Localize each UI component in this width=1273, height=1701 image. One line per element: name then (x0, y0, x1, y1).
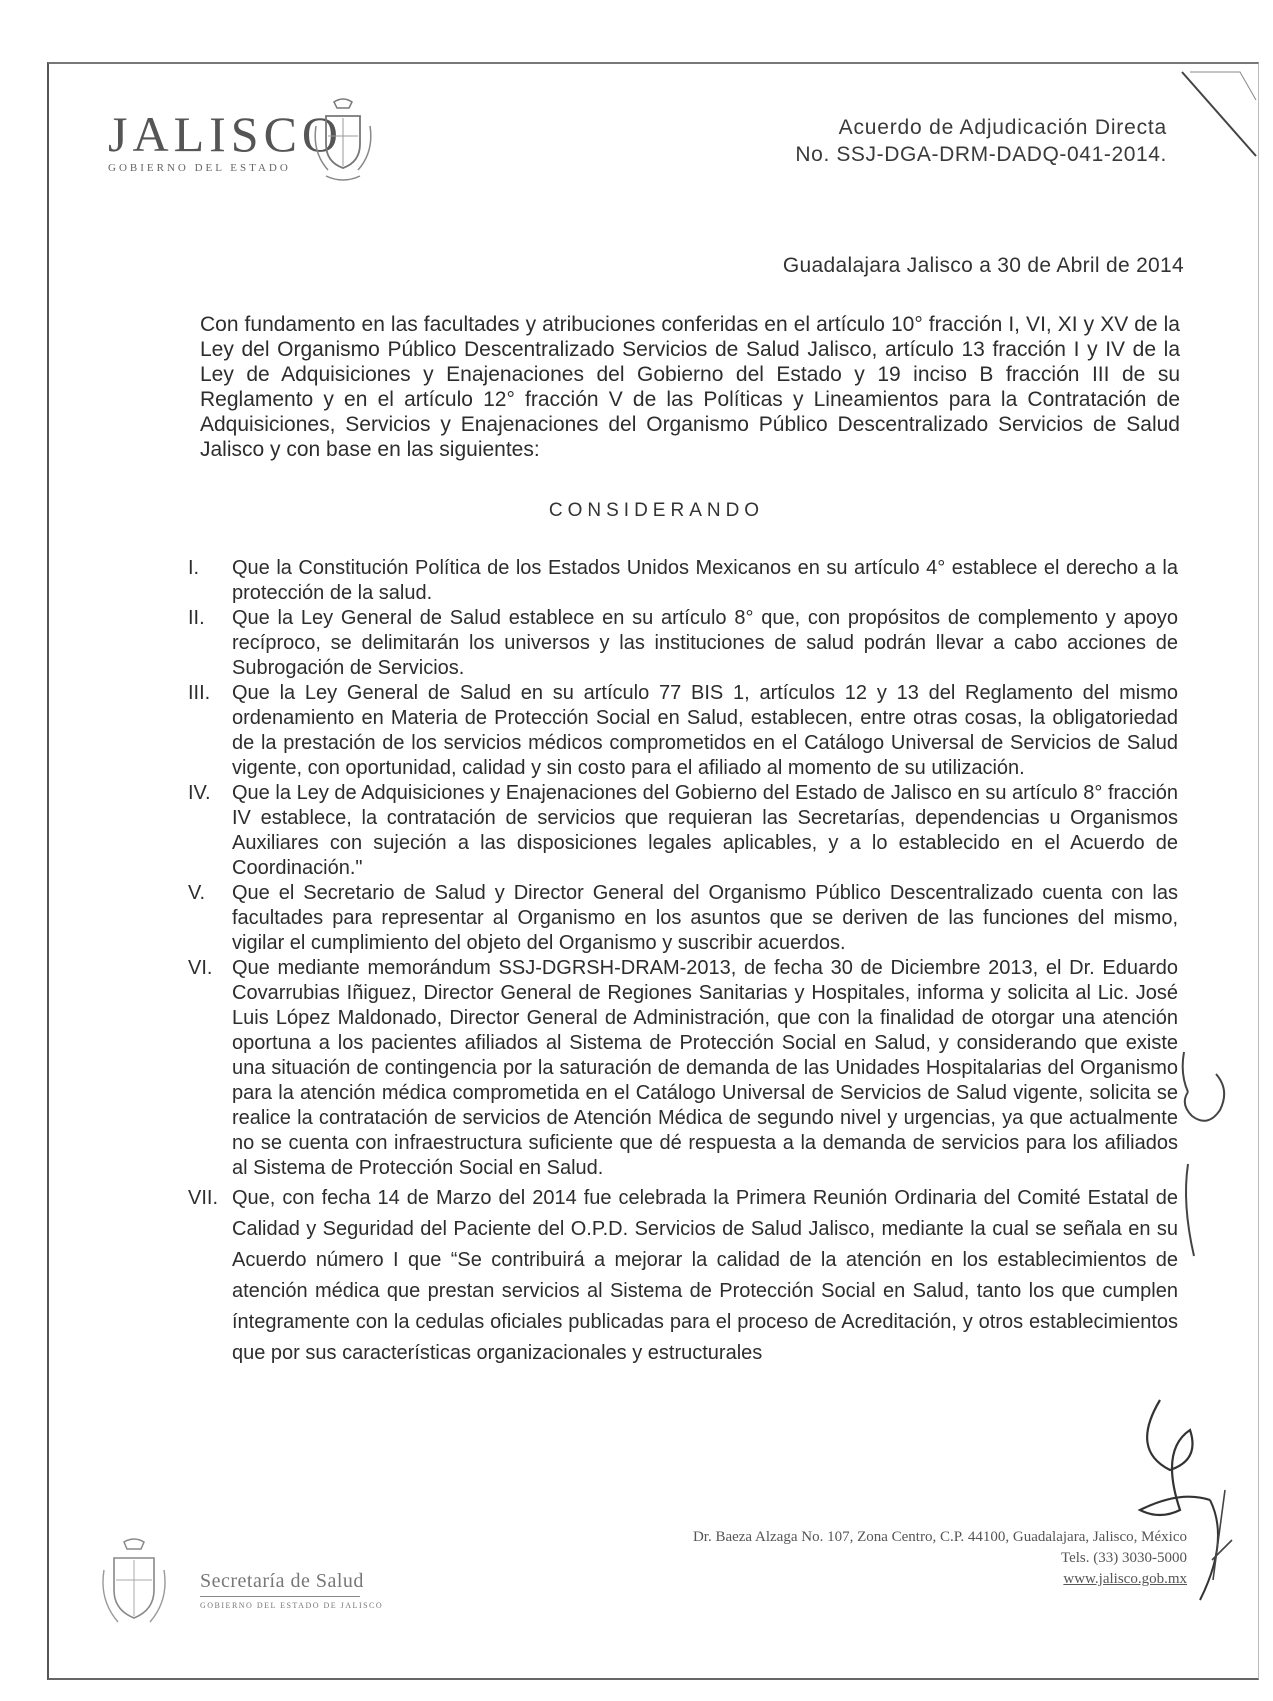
agreement-reference (795, 114, 1167, 168)
intro-paragraph: Con fundamento en las facultades y atribuciones conferidas en el artículo 10° fracción I, VI, XI y XV de la Ley del Organismo Público Descentralizado Servicios de Salud Jalisco, artículo 13 fracción I y IV de la Ley de Adquisiciones y Enajenaciones del Gobierno del Estado y 19 inciso B fracción III de su Reglamento y en el artículo 12° fracción V de las Políticas y Lineamientos para la Contratación de Adquisiciones, Servicios y Enajenaciones del Organismo Público Descentralizado Servicios de Salud Jalisco y con base en las siguientes: (200, 313, 1180, 461)
phone-line: Tels. (33) 3030-5000 (1060, 1550, 1187, 1566)
secretaria-crest-icon (98, 1536, 170, 1636)
item-text: Que la Ley General de Salud establece en su artículo 8° que, con propósitos de complemento y apoyo recíproco, se delimitarán los universos y las instituciones de salud podrán llevar a cabo acciones de Subrogación de Servicios. (232, 607, 1178, 679)
agreement-title: Acuerdo de Adjudicación Directa (838, 116, 1167, 139)
address-line: Dr. Baeza Alzaga No. 107, Zona Centro, C.P. 44100, Guadalajara, Jalisco, México (692, 1529, 1187, 1545)
secretaria-divider (200, 1596, 360, 1597)
item-number: VII. (188, 1187, 219, 1209)
secretaria-name: Secretaría de Salud (200, 1570, 364, 1592)
handwritten-stroke-mark (1180, 1160, 1210, 1260)
item-text: Que la Constitución Política de los Estados Unidos Mexicanos en su artículo 4° establece el derecho a la protección de la salud. (232, 557, 1178, 604)
considerando-item (188, 781, 1178, 881)
handwritten-initial-mark (1178, 1048, 1230, 1132)
state-crest-icon (312, 96, 374, 182)
considerando-item (188, 681, 1178, 781)
secretaria-logo (200, 1570, 383, 1610)
considerando-item (188, 881, 1178, 956)
item-text: Que el Secretario de Salud y Director General del Organismo Público Descentralizado cuenta con las facultades para representar al Organismo en los asuntos que se deriven de las funciones del mismo, vigilar el cumplimiento del objeto del Organismo y suscribir acuerdos. (232, 882, 1178, 954)
considerando-item (188, 556, 1178, 606)
considerando-item (188, 956, 1178, 1181)
website-link[interactable]: www.jalisco.gob.mx (1063, 1571, 1187, 1587)
item-text: Que mediante memorándum SSJ-DGRSH-DRAM-2013, de fecha 30 de Diciembre 2013, el Dr. Eduardo Covarrubias Iñiguez, Director General de Regiones Sanitarias y Hospitales, informa y solicita al Lic. José Luis López Maldonado, Director General de Administración, que con la finalidad de otorgar una atención oportuna a los pacientes afiliados al Sistema de Protección Social en Salud, y considerando que existe una situación de contingencia por la saturación de demanda de las Unidades Hospitalarias del Organismo para la atención médica comprometida en el Catálogo Universal de Servicios de Salud vigente, solicita se realice la contratación de servicios de Atención Médica de segundo nivel y urgencias, ya que actualmente no se cuenta con infraestructura suficiente que dé respuesta a la demanda de servicios para los afiliados al Sistema de Protección Social en Salud. (232, 957, 1178, 1179)
item-number: IV. (188, 782, 211, 804)
item-number: III. (188, 682, 211, 704)
item-text: Que, con fecha 14 de Marzo del 2014 fue celebrada la Primera Reunión Ordinaria del Comité Estatal de Calidad y Seguridad del Paciente del O.P.D. Servicios de Salud Jalisco, mediante la cual se señala en su Acuerdo número I que “Se contribuirá a mejorar la calidad de la atención en los establecimientos de atención médica que prestan servicios al Sistema de Protección Social en Salud, tanto los que cumplen íntegramente con la cedulas oficiales publicadas para el proceso de Acreditación, y otros establecimientos que por sus características organizacionales y estructurales (232, 1187, 1178, 1364)
footer-address (693, 1527, 1187, 1590)
corner-fold-mark (1180, 70, 1260, 160)
agreement-number: No. SSJ-DGA-DRM-DADQ-041-2014. (795, 143, 1167, 166)
jalisco-logo (108, 106, 344, 174)
item-text: Que la Ley General de Salud en su artículo 77 BIS 1, artículos 12 y 13 del Reglamento del mismo ordenamiento en Materia de Protección Social en Salud, establecen, entre otras cosas, la obligatoriedad de la prestación de los servicios médicos comprometidos en el Catálogo Universal de Servicios de Salud vigente, con oportunidad, calidad y sin costo para el afiliado al momento de su utilización. (232, 682, 1178, 779)
logo-name: JALISCO (108, 106, 344, 162)
secretaria-subtitle: GOBIERNO DEL ESTADO DE JALISCO (200, 1601, 384, 1610)
considerando-list (188, 556, 1178, 1369)
considerando-heading: CONSIDERANDO (548, 500, 765, 521)
logo-subtitle: GOBIERNO DEL ESTADO (108, 162, 291, 174)
item-number: I. (188, 557, 200, 579)
item-number: VI. (188, 957, 213, 979)
considerando-item (188, 606, 1178, 681)
item-number: II. (188, 607, 205, 629)
date-line: Guadalajara Jalisco a 30 de Abril de 2014 (782, 254, 1184, 277)
item-number: V. (188, 882, 206, 904)
considerando-item (188, 1183, 1178, 1369)
item-text: Que la Ley de Adquisiciones y Enajenaciones del Gobierno del Estado de Jalisco en su artículo 8° fracción IV establece, la contratación de servicios que requieran las Secretarías, dependencias u Organismos Auxiliares con sujeción a las disposiciones legales aplicables, y a lo establecido en el Acuerdo de Coordinación." (232, 782, 1178, 879)
